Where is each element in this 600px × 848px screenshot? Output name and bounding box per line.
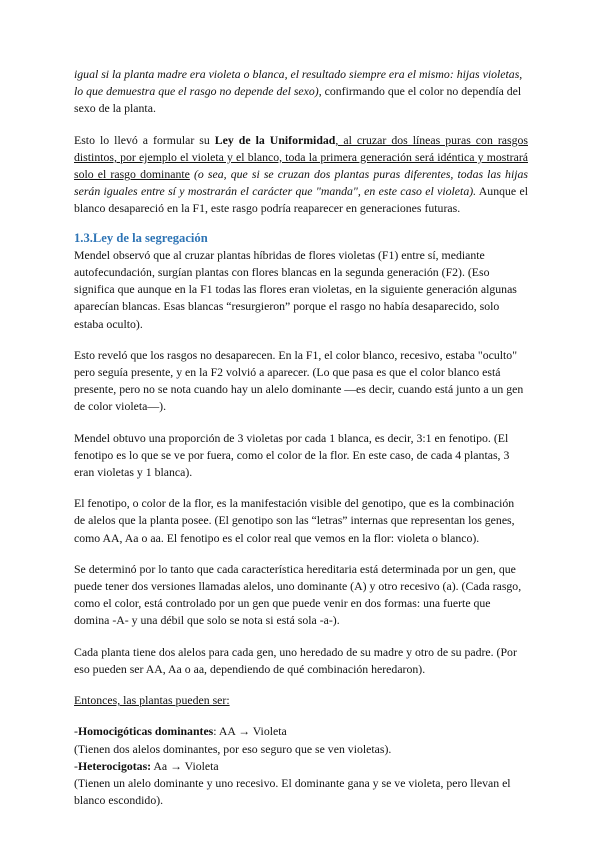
paragraph-intro-continuation — [74, 66, 528, 118]
paragraph-plant-types-intro: Entonces, las plantas pueden ser: — [74, 693, 230, 708]
law-separator: , a — [335, 132, 349, 147]
value-heterozygous: Aa → Violeta — [151, 758, 219, 773]
document-body — [74, 66, 528, 809]
italic-note: igual si la planta madre era violeta o blanca, el resultado siempre era el mismo: hijas violetas, lo que demuestra que el rasgo no depende del sexo) — [74, 67, 523, 99]
value-homozygous: : AA → Violeta — [213, 724, 287, 739]
paragraph-two-alleles: Cada planta tiene dos alelos para cada gen, uno heredado de su madre y otro de su padre. (Por eso pueden ser AA, Aa o aa, dependiendo de qué combinación heredaron). — [74, 644, 517, 676]
term-heterozygous: Heterocigotas: — [77, 758, 152, 773]
note-homozygous: (Tienen dos alelos dominantes, por eso seguro que se ven violetas). — [74, 741, 392, 756]
law-intro-text: Esto lo llevó a formular su — [74, 132, 215, 147]
paragraph-ratio: Mendel obtuvo una proporción de 3 violetas por cada 1 blanca, es decir, 3:1 en fenotipo. (El fenotipo es lo que se ve por fuera, como el color de la flor. En este caso, de cada 4 plantas, 3 eran violetas y 1 blanca). — [74, 430, 510, 480]
paragraph-alleles: Se determinó por lo tanto que cada característica hereditaria está determinada por un gen, que puede tener dos versiones llamadas alelos, uno dominante (A) y otro recesivo (a). (Cada rasgo, como el color, está controlado por un gen que puede venir en dos formas: una fuerte que domina -A- y una débil que solo se nota si está sola -a-). — [74, 561, 522, 628]
paragraph-phenotype: El fenotipo, o color de la flor, es la manifestación visible del genotipo, que es la combinación de alelos que la planta posee. (El genotipo son las “letras” internas que representan los genes, como AA, Aa o aa. El fenotipo es el color real que vemos en la flor: violeta o blanco). — [74, 496, 515, 545]
paragraph-segregation-observation: Mendel observó que al cruzar plantas híbridas de flores violetas (F1) entre sí, mediante autofecundación, surgían plantas con flores blancas en la segunda generación (F2). (Eso significa que aunque en la F1 todas las flores eran violetas, en la siguiente generación algunas aparecían blancas. Esas blancas “resurgieron” porque el rasgo no había desaparecido, solo estaba oculto). — [74, 247, 517, 331]
law-statement: l cruzar dos líneas puras con rasgos distintos, por ejemplo el violeta y el blanco, toda la primera generación será idéntica y mostrará solo el rasgo dominante — [74, 132, 528, 182]
law-name: Ley de la Uniformidad — [214, 132, 336, 147]
list-item-homozygous — [74, 723, 528, 757]
law-tail: Aunque el blanco desapareció en la F1, este rasgo podría reaparecer en generaciones futuras. — [74, 184, 528, 216]
term-homozygous: Homocigóticas dominantes — [77, 724, 214, 739]
paragraph-traits-hidden: Esto reveló que los rasgos no desaparecen. En la F1, el color blanco, recesivo, estaba "oculto" pero seguía presente, y en la F2 volvió a aparecer. (Lo que pasa es que el color blanco está presente, pero no se nota cuando hay un alelo dominante —es decir, cuando está junto a un gen de color violeta—). — [74, 347, 524, 414]
law-explanation: (o sea, que si se cruzan dos plantas puras diferentes, todas las hijas serán iguales entre sí y mostrarán el carácter que "manda", en este caso el violeta). — [74, 167, 528, 199]
paragraph-uniformity-law — [74, 132, 528, 218]
list-item-heterozygous — [74, 758, 528, 810]
section-heading: 1.3.Ley de la segregación — [74, 230, 208, 245]
list-dash: - — [74, 758, 78, 773]
note-heterozygous: (Tienen un alelo dominante y uno recesivo. El dominante gana y se ve violeta, pero llevan el blanco escondido). — [74, 775, 511, 808]
intro-rest: , confirmando que el color no dependía del sexo de la planta. — [74, 84, 522, 116]
list-dash: - — [74, 724, 78, 739]
